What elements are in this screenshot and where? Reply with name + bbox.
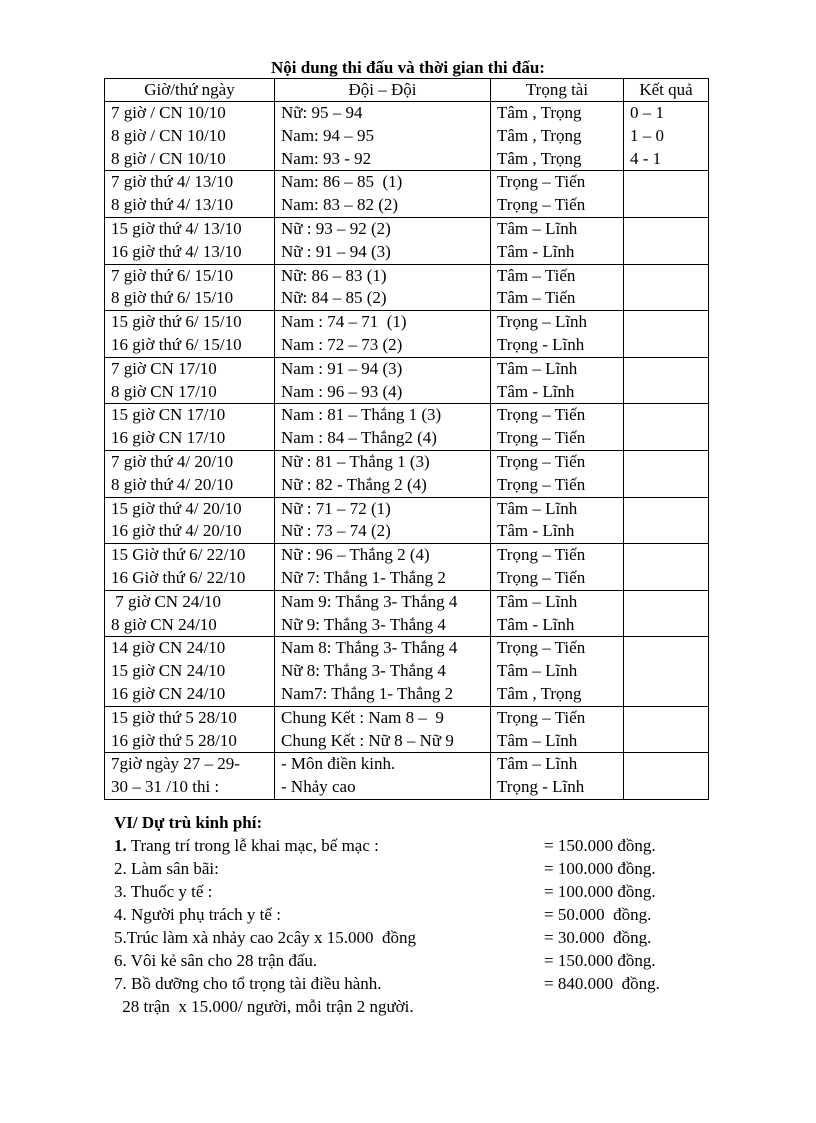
budget-item-amount: = 840.000 đồng. [544,974,660,993]
cell-result [624,217,709,264]
cell-time [105,450,275,497]
budget-item-number: 7. [114,974,127,993]
cell-referee-line: Tâm – Lĩnh [497,730,578,750]
cell-teams-line: - Môn điền kinh. [281,754,396,774]
cell-teams-line: Nữ 7: Thắng 1- Thắng 2 [281,567,446,587]
cell-referee [491,637,624,706]
cell-time [105,706,275,753]
budget-item-label: Người phụ trách y tế : [126,905,281,924]
cell-referee [491,264,624,311]
cell-referee [491,357,624,404]
budget-item-amount: = 150.000 đồng. [544,951,656,970]
cell-referee-line: Tâm – Lĩnh [497,661,578,681]
cell-time [105,217,275,264]
cell-result [624,404,709,451]
cell-referee-line: Tâm – Tiến [497,288,576,308]
cell-teams-line: Nữ : 81 – Thắng 1 (3) [281,451,430,471]
cell-time-line: 7 giờ / CN 10/10 [111,103,226,122]
cell-teams-line: - Nhảy cao [281,777,356,797]
page-title: Nội dung thi đấu và thời gian thi đấu: [271,58,545,77]
budget-item-number: 6. [114,951,127,970]
cell-time-line: 7 giờ thứ 4/ 20/10 [111,451,234,471]
table-row [105,311,709,358]
budget-item-number: 3. [114,882,127,901]
table-header-row [105,79,709,102]
budget-item-label: Trang trí trong lễ khai mạc, bế mạc : [126,836,379,855]
table-row [105,706,709,753]
budget-item-amount: = 100.000 đồng. [544,859,656,878]
cell-result [624,637,709,706]
cell-time-line: 16 Giờ thứ 6/ 22/10 [111,567,246,587]
header-result: Kết quả [624,79,709,102]
table-row [105,753,709,800]
cell-result [624,706,709,753]
cell-teams-line: Nam 8: Thắng 3- Thắng 4 [281,638,458,658]
cell-teams-line: Nữ: 86 – 83 (1) [281,265,387,285]
cell-result [624,544,709,591]
cell-teams-line: Nữ : 96 – Thắng 2 (4) [281,545,430,565]
budget-item-label: Vôi kẻ sân cho 28 trận đấu. [126,951,318,970]
cell-referee-line: Tâm , Trọng [497,683,582,703]
cell-teams-line: Nam : 74 – 71 (1) [281,312,407,332]
cell-referee-line: Trọng - Lĩnh [497,334,585,354]
cell-result [624,590,709,637]
table-row [105,264,709,311]
cell-teams-line: Chung Kết : Nam 8 – 9 [281,707,444,727]
cell-time-line: 7 giờ CN 17/10 [111,358,217,378]
table-row [105,637,709,706]
budget-item [114,880,694,903]
cell-teams-line: Nam 9: Thắng 3- Thắng 4 [281,591,458,611]
budget-item [114,949,694,972]
budget-item [114,926,694,949]
cell-referee [491,753,624,800]
cell-teams [275,311,491,358]
cell-result [624,753,709,800]
cell-teams [275,217,491,264]
cell-teams [275,706,491,753]
header-referee: Trọng tài [491,79,624,102]
cell-referee-line: Trọng – Tiến [497,707,586,727]
budget-item-label: Làm sân bãi: [126,859,219,878]
cell-result [624,171,709,218]
cell-teams-line: Nam7: Thắng 1- Thắng 2 [281,683,454,703]
cell-teams [275,544,491,591]
budget-item [114,972,694,995]
cell-referee [491,590,624,637]
cell-result [624,264,709,311]
cell-referee-line: Trọng – Tiến [497,172,586,192]
cell-time-line: 8 giờ thứ 4/ 20/10 [111,474,234,494]
cell-time [105,544,275,591]
cell-time-line: 14 giờ CN 24/10 [111,638,226,658]
cell-referee-line: Trọng – Tiến [497,545,586,565]
cell-time [105,171,275,218]
cell-time [105,357,275,404]
cell-teams-line: Nam: 94 – 95 [281,125,375,145]
cell-result [624,357,709,404]
cell-time [105,404,275,451]
cell-teams [275,357,491,404]
cell-referee [491,102,624,171]
budget-item-amount: = 30.000 đồng. [544,928,652,947]
budget-item-number: 4. [114,905,127,924]
cell-time-line: 8 giờ thứ 4/ 13/10 [111,195,234,215]
cell-time-line: 8 giờ thứ 6/ 15/10 [111,288,234,308]
cell-time-line: 7 giờ CN 24/10 [111,591,222,611]
cell-teams-line: Nữ 8: Thắng 3- Thắng 4 [281,661,446,681]
cell-time [105,497,275,544]
budget-item-label: Bồ dưỡng cho tổ trọng tài điều hành. [126,974,382,993]
cell-teams [275,497,491,544]
cell-time-line: 15 giờ thứ 4/ 13/10 [111,218,242,238]
cell-teams [275,264,491,311]
cell-time-line: 15 giờ thứ 5 28/10 [111,707,237,727]
cell-teams-line: Nữ : 73 – 74 (2) [281,521,391,541]
cell-time-line: 30 – 31 /10 thi : [111,777,220,797]
cell-teams-line: Nữ 9: Thắng 3- Thắng 4 [281,614,446,634]
cell-teams-line: Nữ : 71 – 72 (1) [281,498,391,518]
cell-time-line: 16 giờ thứ 4/ 13/10 [111,241,242,261]
cell-referee-line: Tâm – Tiến [497,265,576,285]
budget-note: 28 trận x 15.000/ người, mỗi trận 2 người. [118,997,414,1016]
cell-result [624,102,709,171]
budget-item-number: 2. [114,859,127,878]
budget-item [114,857,694,880]
cell-teams-line: Nữ: 84 – 85 (2) [281,288,387,308]
cell-time-line: 16 giờ thứ 6/ 15/10 [111,334,242,354]
cell-time-line: 7giờ ngày 27 – 29- [111,754,240,774]
budget-item-amount: = 50.000 đồng. [544,905,652,924]
cell-referee [491,404,624,451]
header-teams: Đội – Đội [275,79,491,102]
table-row [105,450,709,497]
cell-teams [275,753,491,800]
cell-referee [491,497,624,544]
cell-referee-line: Trọng – Tiến [497,567,586,587]
cell-referee-line: Tâm - Lĩnh [497,614,575,634]
cell-teams [275,171,491,218]
cell-referee-line: Tâm , Trọng [497,148,582,168]
cell-referee [491,544,624,591]
cell-teams-line: Nữ : 91 – 94 (3) [281,241,391,261]
cell-teams [275,590,491,637]
table-row [105,217,709,264]
cell-time-line: 8 giờ CN 24/10 [111,614,217,634]
cell-result [624,497,709,544]
table-row [105,357,709,404]
cell-referee-line: Tâm , Trọng [497,125,582,145]
cell-referee-line: Trọng – Tiến [497,474,586,494]
budget-section [114,812,694,1018]
budget-title: VI/ Dự trù kinh phí: [114,813,263,832]
cell-result-line: 1 – 0 [630,125,664,145]
cell-teams-line: Nữ : 82 - Thắng 2 (4) [281,474,427,494]
cell-time-line: 16 giờ CN 17/10 [111,428,226,448]
cell-teams-line: Nam: 86 – 85 (1) [281,172,403,192]
cell-referee [491,706,624,753]
cell-teams-line: Nam: 93 - 92 [281,148,372,168]
cell-time-line: 15 giờ CN 17/10 [111,405,226,425]
cell-referee [491,217,624,264]
cell-result-line: 0 – 1 [630,103,664,122]
cell-referee [491,311,624,358]
cell-referee-line: Tâm – Lĩnh [497,218,578,238]
cell-time-line: 8 giờ CN 17/10 [111,381,217,401]
cell-time [105,590,275,637]
cell-teams-line: Nam : 81 – Thắng 1 (3) [281,405,442,425]
cell-time-line: 15 giờ thứ 6/ 15/10 [111,312,242,332]
schedule-table [104,78,709,800]
cell-result [624,311,709,358]
cell-referee-line: Tâm – Lĩnh [497,498,578,518]
table-row [105,171,709,218]
table-row [105,497,709,544]
budget-item-amount: = 100.000 đồng. [544,882,656,901]
cell-teams-line: Nam : 84 – Thắng2 (4) [281,428,437,448]
cell-referee-line: Tâm , Trọng [497,103,582,122]
cell-teams [275,450,491,497]
table-row [105,102,709,171]
cell-teams-line: Nam : 96 – 93 (4) [281,381,403,401]
table-row [105,404,709,451]
cell-time-line: 16 giờ thứ 4/ 20/10 [111,521,242,541]
cell-referee-line: Trọng – Lĩnh [497,312,588,332]
table-row [105,544,709,591]
cell-teams-line: Nữ : 93 – 92 (2) [281,218,391,238]
budget-item-number: 5. [114,928,127,947]
header-time: Giờ/thứ ngày [105,79,275,102]
cell-time [105,753,275,800]
cell-referee-line: Trọng – Tiến [497,405,586,425]
cell-result [624,450,709,497]
cell-time-line: 16 giờ CN 24/10 [111,683,226,703]
cell-teams [275,637,491,706]
cell-time-line: 15 giờ thứ 4/ 20/10 [111,498,242,518]
cell-time [105,637,275,706]
cell-referee [491,450,624,497]
cell-referee-line: Tâm - Lĩnh [497,241,575,261]
cell-teams-line: Nam: 83 – 82 (2) [281,195,399,215]
budget-item-amount: = 150.000 đồng. [544,836,656,855]
cell-time [105,311,275,358]
cell-referee-line: Trọng – Tiến [497,638,586,658]
cell-referee-line: Trọng – Tiến [497,428,586,448]
cell-teams-line: Nam : 91 – 94 (3) [281,358,403,378]
cell-referee-line: Tâm - Lĩnh [497,521,575,541]
cell-time [105,264,275,311]
budget-item-number: 1. [114,836,127,855]
table-row [105,590,709,637]
cell-time-line: 7 giờ thứ 4/ 13/10 [111,172,234,192]
cell-referee-line: Trọng – Tiến [497,195,586,215]
cell-referee-line: Tâm – Lĩnh [497,591,578,611]
cell-time-line: 15 Giờ thứ 6/ 22/10 [111,545,246,565]
cell-teams [275,404,491,451]
cell-referee [491,171,624,218]
cell-teams [275,102,491,171]
cell-teams-line: Chung Kết : Nữ 8 – Nữ 9 [281,730,454,750]
budget-item-label: Trúc làm xà nhảy cao 2cây x 15.000 đồng [126,928,417,947]
cell-referee-line: Trọng - Lĩnh [497,777,585,797]
budget-item [114,834,694,857]
cell-teams-line: Nam : 72 – 73 (2) [281,334,403,354]
cell-time [105,102,275,171]
cell-teams-line: Nữ: 95 – 94 [281,103,363,122]
cell-referee-line: Tâm - Lĩnh [497,381,575,401]
cell-referee-line: Tâm – Lĩnh [497,754,578,774]
cell-referee-line: Tâm – Lĩnh [497,358,578,378]
cell-time-line: 15 giờ CN 24/10 [111,661,226,681]
cell-result-line: 4 - 1 [630,148,662,168]
cell-time-line: 16 giờ thứ 5 28/10 [111,730,237,750]
cell-time-line: 8 giờ / CN 10/10 [111,148,226,168]
cell-referee-line: Trọng – Tiến [497,451,586,471]
cell-time-line: 7 giờ thứ 6/ 15/10 [111,265,234,285]
cell-time-line: 8 giờ / CN 10/10 [111,125,226,145]
budget-item [114,903,694,926]
budget-item-label: Thuốc y tế : [126,882,213,901]
